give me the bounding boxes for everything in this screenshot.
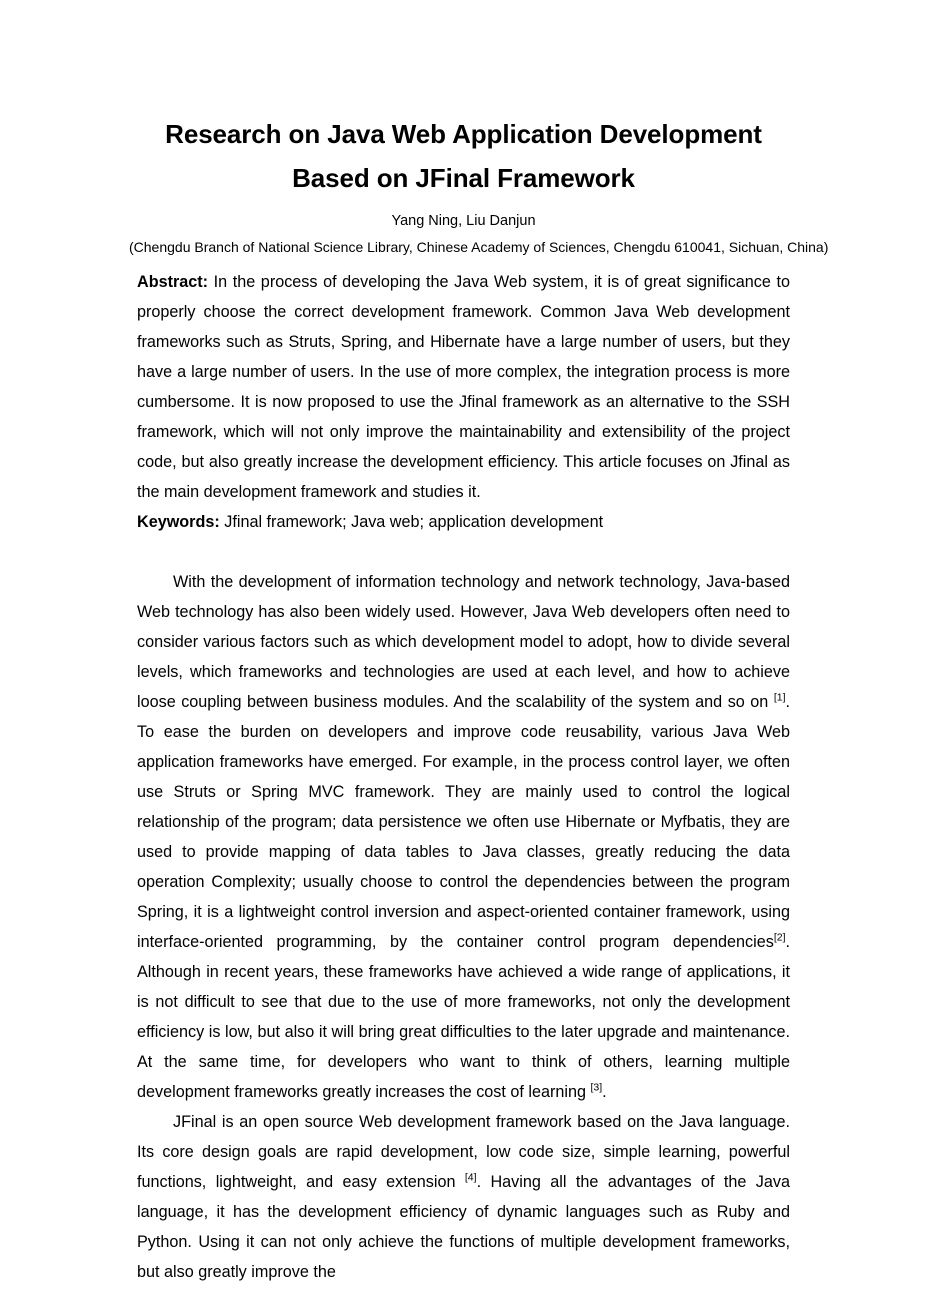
body-paragraph-2-text-part-1: JFinal is an open source Web development framework based on the Java language. Its core design goals are rapid development, low code size, simple learning, powerful functions, lightweight, and easy extension [137, 1113, 790, 1191]
citation-ref-1: [1] [773, 691, 786, 704]
keywords-text: Jfinal framework; Java web; application development [219, 513, 604, 531]
author-list: Yang Ning, Liu Danjun [391, 213, 536, 229]
body-paragraph-1 [137, 567, 790, 1107]
body-paragraph-1-text-part-4: . [602, 1083, 607, 1101]
abstract-paragraph [137, 267, 790, 507]
paper-title-line-2: Based on JFinal Framework [292, 163, 635, 193]
body-paragraph-2-text-part-2: . Having all the advantages of the Java language, it has the development efficiency of dynamic languages such as Ruby and Python. Using it can not only achieve the functions of multiple development frameworks, but also greatly improve the [137, 1173, 790, 1281]
keywords-paragraph [137, 507, 790, 537]
affiliation: (Chengdu Branch of National Science Library, Chinese Academy of Sciences, Chengdu 610041, Sichuan, China) [129, 239, 829, 255]
citation-ref-4: [4] [464, 1171, 477, 1184]
citation-ref-3: [3] [590, 1081, 603, 1094]
abstract-text: In the process of developing the Java Web system, it is of great significance to properly choose the correct development framework. Common Java Web development frameworks such as Struts, Spring, and Hibernate have a large number of users, but they have a large number of users. In the use of more complex, the integration process is more cumbersome. It is now proposed to use the Jfinal framework as an alternative to the SSH framework, which will not only improve the maintainability and extensibility of the project code, but also greatly increase the development efficiency. This article focuses on Jfinal as the main development framework and studies it. [137, 273, 790, 501]
keywords-label: Keywords: [137, 513, 220, 531]
paper-title-line-1: Research on Java Web Application Development [165, 119, 762, 149]
citation-ref-2: [2] [773, 931, 786, 944]
body-paragraph-1-text-part-1: With the development of information technology and network technology, Java-based Web technology has also been widely used. However, Java Web developers often need to consider various factors such as which development model to adopt, how to divide several levels, which frameworks and technologies are used at each level, and how to achieve loose coupling between business modules. And the scalability of the system and so on [137, 573, 790, 711]
abstract-label: Abstract: [137, 273, 209, 291]
paper-content-column [129, 0, 829, 1287]
body-paragraph-1-text-part-3: . Although in recent years, these frameworks have achieved a wide range of applications, it is not difficult to see that due to the use of more frameworks, not only the development efficiency is low, but also it will bring great difficulties to the later upgrade and maintenance. At the same time, for developers who want to think of others, learning multiple development frameworks greatly increases the cost of learning [137, 933, 790, 1101]
body-paragraph-1-text-part-2: . To ease the burden on developers and improve code reusability, various Java Web application frameworks have emerged. For example, in the process control layer, we often use Struts or Spring MVC framework. They are mainly used to control the logical relationship of the program; data persistence we often use Hibernate or Myfbatis, they are used to provide mapping of data tables to Java classes, greatly reducing the data operation Complexity; usually choose to control the dependencies between the program Spring, it is a lightweight control inversion and aspect-oriented container framework, using interface-oriented programming, by the container control program dependencies [137, 693, 791, 951]
body-paragraph-2 [137, 1107, 790, 1287]
